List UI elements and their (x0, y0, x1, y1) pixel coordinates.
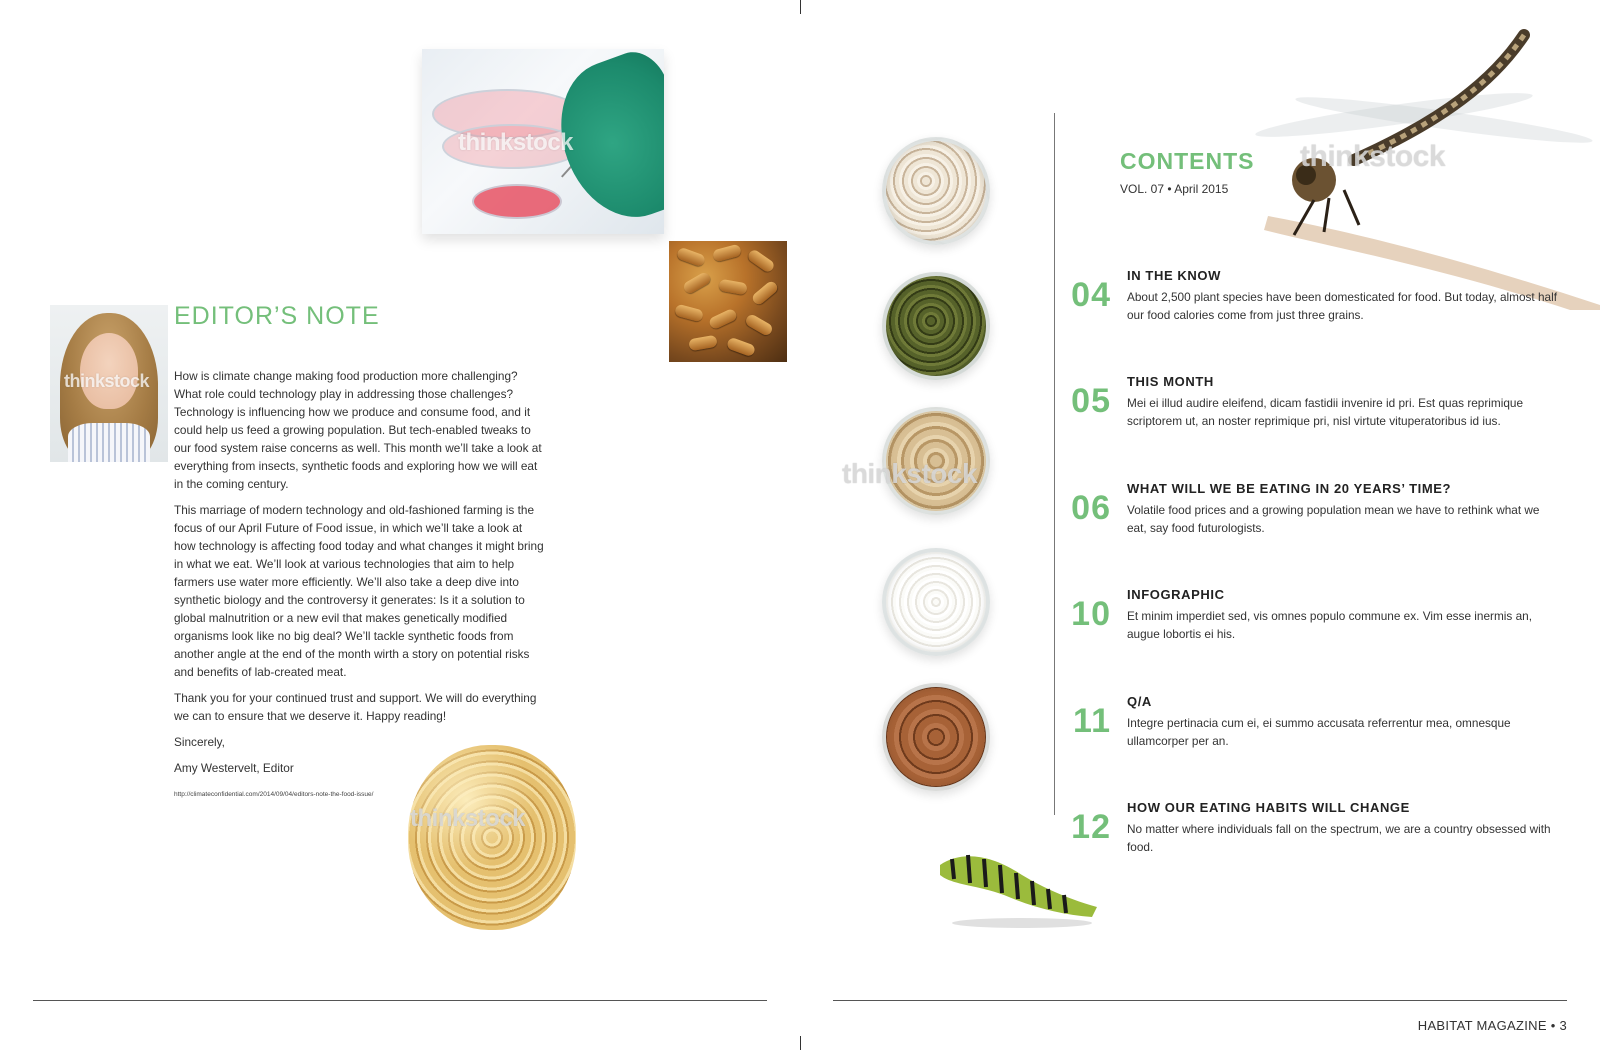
watermark: thinkstock (842, 458, 978, 489)
honeycomb-photo (408, 745, 576, 930)
mung-bean-bowl-photo (882, 272, 990, 380)
toc-item[interactable] (1066, 800, 1561, 880)
rice-bowl-photo (882, 548, 990, 656)
toc-item[interactable] (1066, 587, 1561, 667)
toc-description: Volatile food prices and a growing population mean we have to rethink what we eat, say food futurologists. (1127, 503, 1540, 535)
toc-heading[interactable]: WHAT WILL WE BE EATING IN 20 YEARS’ TIME? (1127, 481, 1452, 496)
toc-page-number: 04 (1071, 276, 1111, 314)
editor-signoff: Sincerely, (174, 735, 225, 749)
toc-heading[interactable]: IN THE KNOW (1127, 268, 1221, 283)
toc-heading[interactable]: THIS MONTH (1127, 374, 1214, 389)
watermark: thinkstock (1300, 140, 1446, 173)
volume-info: VOL. 07 • April 2015 (1120, 182, 1229, 196)
toc-page-number: 06 (1071, 489, 1111, 527)
watermark: thinkstock (64, 371, 150, 391)
footer-rule-left (33, 1000, 767, 1001)
larvae-food-photo (669, 241, 787, 362)
almond-bowl-photo (882, 683, 990, 791)
toc-description: Mei ei illud audire eleifend, dicam fastidii invenire id pri. Est quas reprimique scriptorem ut, an noster reprimique pri, nisl virtute vituperatoribus id ius. (1127, 396, 1524, 428)
toc-item[interactable] (1066, 481, 1561, 561)
toc-page-number: 11 (1073, 702, 1111, 740)
editor-paragraph: Thank you for your continued trust and support. We will do everything we can to ensure that we deserve it. Happy reading! (174, 691, 537, 723)
toc-page-number: 05 (1071, 382, 1111, 420)
editor-note-body (174, 367, 546, 785)
editor-signature: Amy Westervelt, Editor (174, 761, 294, 775)
toc-description: Integre pertinacia cum ei, ei summo accusata referrentur mea, omnesque ullamcorper per an. (1127, 716, 1511, 748)
toc-item[interactable] (1066, 694, 1561, 774)
spine-mark-bottom (800, 1036, 801, 1050)
toc-page-number: 12 (1071, 808, 1111, 846)
spine-mark-top (800, 0, 801, 14)
toc-heading[interactable]: HOW OUR EATING HABITS WILL CHANGE (1127, 800, 1410, 815)
watermark: thinkstock (410, 805, 526, 832)
toc-description: Et minim imperdiet sed, vis omnes populo commune ex. Vim esse inermis an, augue lobortis ei his. (1127, 609, 1532, 641)
dragonfly-photo (1194, 20, 1600, 310)
toc-heading[interactable]: INFOGRAPHIC (1127, 587, 1225, 602)
toc-item[interactable] (1066, 374, 1561, 454)
barley-bowl-photo (882, 137, 990, 245)
chickpea-bowl-photo (882, 407, 990, 515)
watermark: thinkstock (458, 129, 574, 156)
toc-description: About 2,500 plant species have been domesticated for food. But today, almost half our food calories come from just three grains. (1127, 290, 1557, 322)
toc-item[interactable] (1066, 268, 1561, 348)
lab-petri-dish-photo (422, 49, 664, 234)
toc-description: No matter where individuals fall on the spectrum, we are a country obsessed with food. (1127, 822, 1551, 854)
editor-paragraph: This marriage of modern technology and old-fashioned farming is the focus of our April Future of Food issue, in which we’ll take a look at how technology is affecting food today and what changes it might bring in what we eat. We’ll look at various technologies that aim to help farmers use water more efficiently. We’ll also take a deep dive into synthetic biology and the controversy it generates: Is it a solution to global malnutrition or a new evil that makes genetically modified organisms look like no big deal? We’ll tackle synthetic foods from another angle at the end of the month wirth a story on potential risks and benefits of lab-created meat. (174, 503, 544, 679)
editor-paragraph: How is climate change making food production more challenging? What role could technology play in addressing those challenges? Technology is influencing how we produce and consume food, and it could help us feed a growing population. But tech-enabled tweaks to our food system raise concerns as well. This month we’ll take a look at everything from insects, synthetic foods and exploring how we will eat in the coming century. (174, 369, 542, 491)
contents-title: CONTENTS (1120, 148, 1255, 174)
magazine-footer: HABITAT MAGAZINE • 3 (1417, 1018, 1567, 1033)
editor-note-title: EDITOR’S NOTE (174, 302, 380, 330)
editor-portrait-photo (50, 305, 168, 462)
toc-page-number: 10 (1071, 595, 1111, 633)
source-url: http://climateconfidential.com/2014/09/04/editors-note-the-food-issue/ (174, 791, 374, 798)
contents-divider (1054, 113, 1055, 815)
toc-heading[interactable]: Q/A (1127, 694, 1152, 709)
footer-rule-right (833, 1000, 1567, 1001)
